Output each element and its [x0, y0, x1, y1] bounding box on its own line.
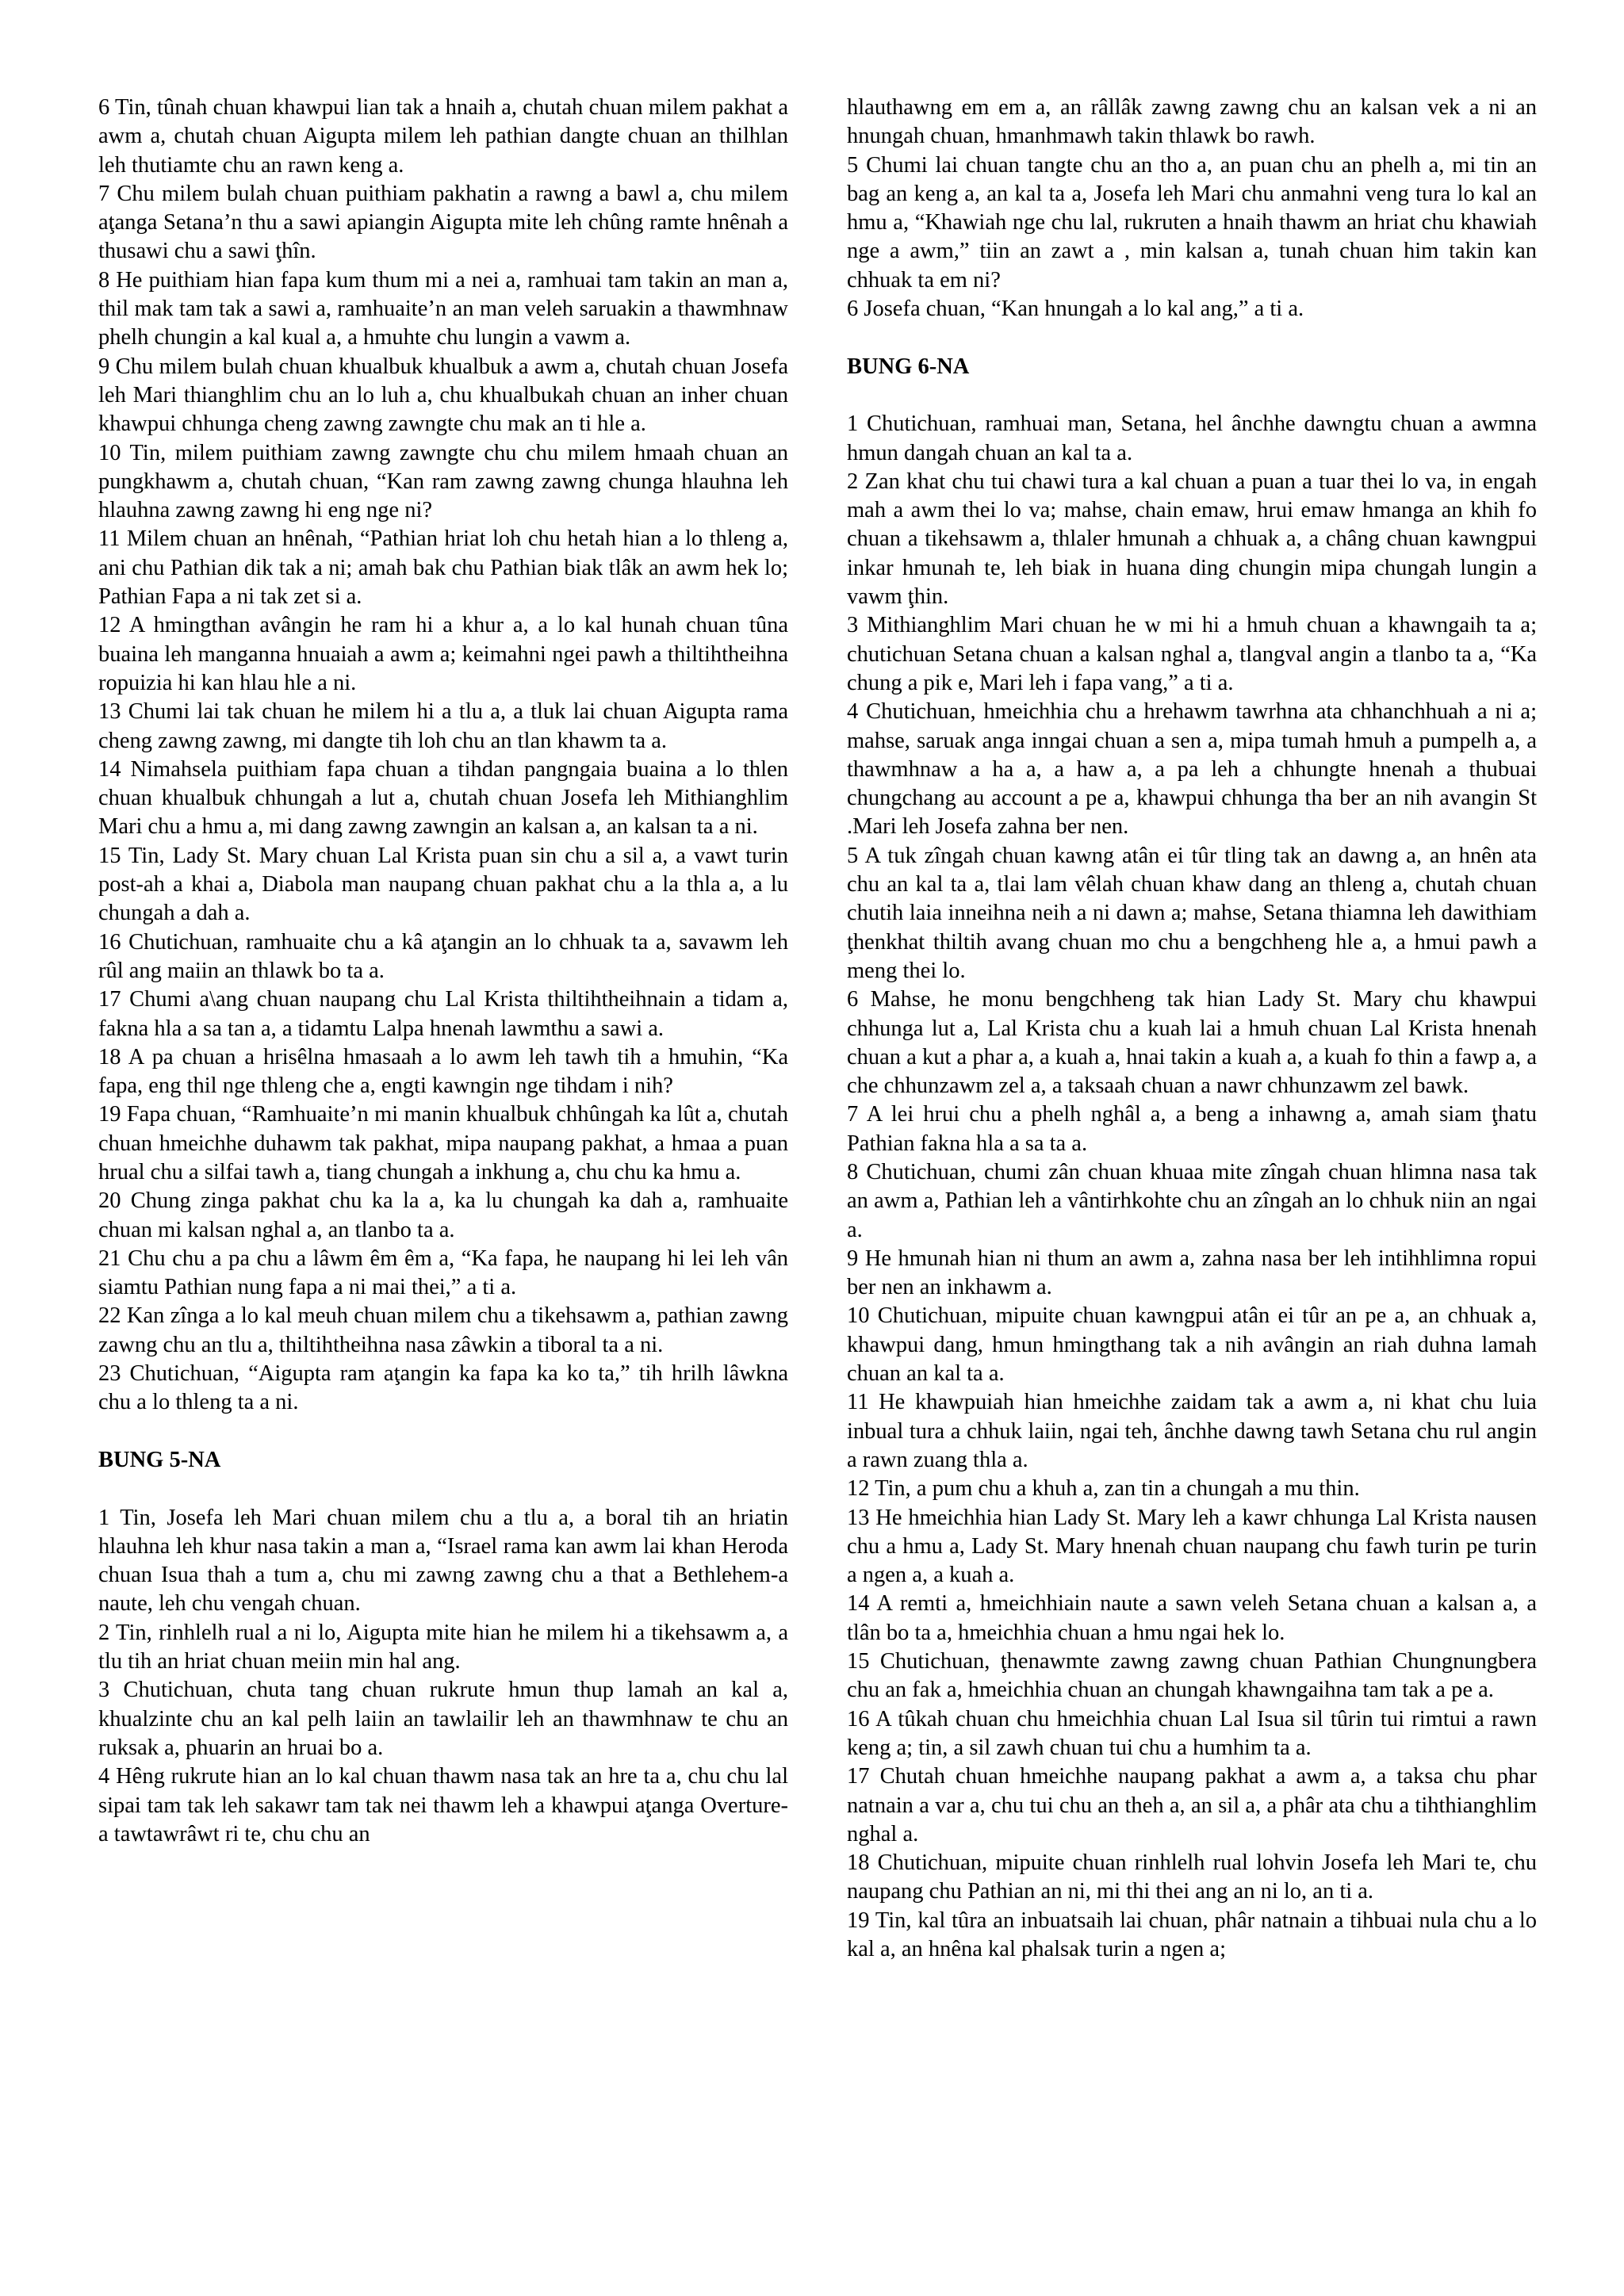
verse-paragraph: 21 Chu chu a pa chu a lâwm êm êm a, “Ka fapa, he naupang hi lei leh vân siamtu Pathian nung fapa a ni mai thei,” a ti a. [98, 1246, 788, 1300]
verse-paragraph: 15 Tin, Lady St. Mary chuan Lal Krista puan sin chu a sil a, a vawt turin post-ah a khai a, Diabola man naupang chuan pakhat chu a la thla a, a lu chungah a dah a. [98, 843, 788, 926]
verse-paragraph: 19 Tin, kal tûra an inbuatsaih lai chuan, phâr natnain a tihbuai nula chu a lo kal a, an hnêna kal phalsak turin a ngen a; [847, 1908, 1537, 1961]
verse-paragraph: 5 Chumi lai chuan tangte chu an tho a, an puan chu an phelh a, mi tin an bag an keng a, an kal ta a, Josefa leh Mari chu anmahni veng tura lo kal an hmu a, “Khawiah nge chu lal, rukruten a hnaih thawm an hriat chu khawiah nge a awm,” tiin an zawt a , min kalsan a, tunah chuan him takin kan chhuak ta em ni? [847, 152, 1537, 293]
chapter-heading-6: BUNG 6-NA [847, 354, 970, 379]
verse-paragraph: 9 Chu milem bulah chuan khualbuk khualbuk a awm a, chutah chuan Josefa leh Mari thianghlim chu an lo luh a, chu khualbukah chuan an inher chuan khawpui chhunga cheng zawng zawngte chu mak an ti hle a. [98, 354, 788, 437]
chapter-5-paragraphs [98, 1504, 788, 1850]
verse-paragraph: 1 Tin, Josefa leh Mari chuan milem chu a tlu a, a boral tih an hriatin hlauhna leh khur nasa takin a man a, “Israel rama kan awm lai khan Heroda chuan Isua thah a tum a, chu mi zawng zawng chu a that a Bethlehem-a naute, leh chu vengah chuan. [98, 1505, 788, 1617]
verse-paragraph: 1 Chutichuan, ramhuai man, Setana, hel ânchhe dawngtu chuan a awmna hmun dangah chuan an kal ta a. [847, 411, 1537, 465]
verse-paragraph: 8 Chutichuan, chumi zân chuan khuaa mite zîngah chuan hlimna nasa tak an awm a, Pathian leh a vântirhkohte chu an zîngah an lo chhuk niin an ngai a. [847, 1159, 1537, 1242]
verse-paragraph: 4 Hêng rukrute hian an lo kal chuan thawm nasa tak an hre ta a, chu chu lal sipai tam tak leh sakawr tam tak nei thawm leh a khawpui aţanga Overture-a tawtawrâwt ri te, chu chu an [98, 1764, 788, 1846]
verse-paragraph: 7 Chu milem bulah chuan puithiam pakhatin a rawng a bawl a, chu milem aţanga Setana’n thu a sawi apiangin Aigupta mite leh chûng ramte hnênah a thusawi chu a sawi ţhîn. [98, 181, 788, 264]
verse-paragraph: 11 Milem chuan an hnênah, “Pathian hriat loh chu hetah hian a lo thleng a, ani chu Pathian dik tak a ni; amah bak chu Pathian biak tlâk an awm hek lo; Pathian Fapa a ni tak zet si a. [98, 526, 788, 610]
verse-paragraph: 11 He khawpuiah hian hmeichhe zaidam tak a awm a, ni khat chu luia inbual tura a chhuk laiin, ngai teh, ânchhe dawng tawh Setana chu rul angin a rawn zuang thla a. [847, 1390, 1537, 1472]
verse-paragraph: 10 Chutichuan, mipuite chuan kawngpui atân ei tûr an pe a, an chhuak a, khawpui dang, hmun hmingthang tak a nih avângin an riah duhna lamah chuan an kal ta a. [847, 1303, 1537, 1387]
verse-paragraph: 13 Chumi lai tak chuan he milem hi a tlu a, a tluk lai chuan Aigupta rama cheng zawng zawng, mi dangte tih loh chu an tlan khawm ta a. [98, 699, 788, 753]
chapter-5-continued-paragraphs [847, 94, 1537, 323]
verse-paragraph: 17 Chumi a\ang chuan naupang chu Lal Krista thiltihtheihnain a tidam a, fakna hla a sa tan a, a tidamtu Lalpa hnenah lawmthu a sawi a. [98, 987, 788, 1041]
verse-paragraph: 16 Chutichuan, ramhuaite chu a kâ aţangin an lo chhuak ta a, savawm leh rûl ang maiin an thlawk bo ta a. [98, 929, 788, 983]
verse-paragraph: 6 Tin, tûnah chuan khawpui lian tak a hnaih a, chutah chuan milem pakhat a awm a, chutah chuan Aigupta milem leh pathian dangte chuan an thilhlan leh thutiamte chu an rawn keng a. [98, 95, 788, 178]
verse-paragraph: 12 Tin, a pum chu a khuh a, zan tin a chungah a mu thin. [847, 1476, 1360, 1502]
verse-paragraph: 13 He hmeichhia hian Lady St. Mary leh a kawr chhunga Lal Krista nausen chu a hmu a, Lady St. Mary hnenah chuan naupang chu fawh turin pe turin a ngen a, a kuah a. [847, 1505, 1537, 1588]
verse-paragraph: 20 Chung zinga pakhat chu ka la a, ka lu chungah ka dah a, ramhuaite chuan mi kalsan nghal a, an tlanbo ta a. [98, 1188, 788, 1242]
verse-paragraph: 2 Zan khat chu tui chawi tura a kal chuan a puan a tuar thei lo va, in engah mah a awm thei lo va; mahse, chain emaw, hrui emaw hmanga an khih fo chuan a tikehsawm a, thlaler hmunah a chhuak a, a châng chuan kawngpui inkar hmunah te, leh biak in huana ding chungin mipa chungah lungin a vawm ţhin. [847, 469, 1537, 610]
spacer [98, 1475, 788, 1503]
spacer [847, 381, 1537, 410]
verse-paragraph: 8 He puithiam hian fapa kum thum mi a nei a, ramhuai tam takin an man a, thil mak tam tak a sawi a, ramhuaite’n an man veleh saruakin a thawmhnaw phelh chungin a kal kual a, a hmuhte chu lungin a vawm a. [98, 267, 788, 350]
spacer [847, 323, 1537, 352]
verse-paragraph: 17 Chutah chuan hmeichhe naupang pakhat a awm a, a taksa chu phar natnain a var a, chu tui chu an theh a, an sil a, a phâr ata chu a tihthianghlim nghal a. [847, 1764, 1537, 1846]
verse-paragraph: 14 A remti a, hmeichhiain naute a sawn veleh Setana chuan a kalsan a, a tlân bo ta a, hmeichhia chuan a hmu ngai hek lo. [847, 1591, 1537, 1645]
verse-paragraph: hlauthawng em em a, an râllâk zawng zawng chu an kalsan vek a ni an hnungah chuan, hmanhmawh takin thlawk bo rawh. [847, 95, 1537, 149]
verse-paragraph: 15 Chutichuan, ţhenawmte zawng zawng chuan Pathian Chungnungbera chu an fak a, hmeichhia chuan an chungah khawngaihna tam tak a pe a. [847, 1649, 1537, 1703]
chapter-heading-5: BUNG 5-NA [98, 1447, 221, 1472]
chapter-6-paragraphs [847, 410, 1537, 1964]
verse-paragraph: 18 Chutichuan, mipuite chuan rinhlelh rual lohvin Josefa leh Mari te, chu naupang chu Pathian an ni, mi thi thei ang an ni lo, an ti a. [847, 1850, 1537, 1904]
verse-paragraph: 23 Chutichuan, “Aigupta ram aţangin ka fapa ka ko ta,” tih hrilh lâwkna chu a lo thleng ta a ni. [98, 1361, 788, 1415]
verse-paragraph: 12 A hmingthan avângin he ram hi a khur a, a lo kal hunah chuan tûna buaina leh manganna hnuaiah a awm a; keimahni ngei pawh a thiltihtheihna ropuizia hi kan hlau hle a ni. [98, 613, 788, 695]
verse-paragraph: 10 Tin, milem puithiam zawng zawngte chu chu milem hmaah chuan an pungkhawm a, chutah chuan, “Kan ram zawng zawng chunga hlauhna leh hlauhna zawng zawng hi eng nge ni? [98, 440, 788, 523]
verse-paragraph: 9 He hmunah hian ni thum an awm a, zahna nasa ber leh intihhlimna ropui ber nen an inkhawm a. [847, 1246, 1537, 1300]
verse-paragraph: 3 Mithianghlim Mari chuan he w mi hi a hmuh chuan a khawngaih ta a; chutichuan Setana chuan a kalsan nghal a, tlangval angin a tlanbo ta a, “Ka chung a pik e, Mari leh i fapa vang,” a ti a. [847, 613, 1537, 695]
verse-paragraph: 6 Josefa chuan, “Kan hnungah a lo kal ang,” a ti a. [847, 297, 1304, 322]
verse-paragraph: 16 A tûkah chuan chu hmeichhia chuan Lal Isua sil tûrin tui rimtui a rawn keng a; tin, a sil zawh chuan tui chu a humhim ta a. [847, 1706, 1537, 1760]
left-column [98, 94, 788, 1849]
spacer [98, 1418, 788, 1446]
verse-paragraph: 14 Nimahsela puithiam fapa chuan a tihdan pangngaia buaina a lo thlen chuan khualbuk chhungah a lut a, chutah chuan Josefa leh Mithianghlim Mari chu a hmu a, mi dang zawng zawngin an kalsan a, an kalsan ta a ni. [98, 756, 788, 840]
verse-paragraph: 22 Kan zînga a lo kal meuh chuan milem chu a tikehsawm a, pathian zawng zawng chu an tlu a, thiltihtheihna nasa zâwkin a tiboral ta a ni. [98, 1303, 788, 1357]
verse-paragraph: 4 Chutichuan, hmeichhia chu a hrehawm tawrhna ata chhanchhuah a ni a; mahse, saruak anga inngai chuan a sen a, mipa tumah hmuh a pumpelh a, a thawmhnaw a ha a, a haw a, a pa leh a chhungte hnenah a thubuai chungchang au account a pe a, khawpui chhunga tha ber an nih avangin St .Mari leh Josefa zahna ber nen. [847, 699, 1537, 840]
verse-paragraph: 19 Fapa chuan, “Ramhuaite’n mi manin khualbuk chhûngah ka lût a, chutah chuan hmeichhe duhawm tak pakhat, mipa naupang pakhat, a hmaa a puan hrual chu a silfai tawh a, tiang chungah a inkhung a, chu chu ka hmu a. [98, 1102, 788, 1184]
verse-paragraph: 6 Mahse, he monu bengchheng tak hian Lady St. Mary chu khawpui chhunga lut a, Lal Krista chu a kuah lai a hmuh chuan Lal Krista hnenah chuan a kut a phar a, a kuah a, hnai takin a kuah a, a kuah fo thin a fawp a, a che chhunzawm zel a, a taksaah chuan a nawr chhunzawm zel bawk. [847, 987, 1537, 1099]
verse-paragraph: 3 Chutichuan, chuta tang chuan rukrute hmun thup lamah an kal a, khualzinte chu an kal pelh laiin an tawlailir leh an thawmhnaw te chu an ruksak a, phuarin an hruai bo a. [98, 1678, 788, 1760]
chapter-4-paragraphs [98, 94, 788, 1418]
verse-paragraph: 7 A lei hrui chu a phelh nghâl a, a beng a inhawng a, amah siam ţhatu Pathian fakna hla a sa ta a. [847, 1102, 1537, 1156]
verse-paragraph: 18 A pa chuan a hrisêlna hmasaah a lo awm leh tawh tih a hmuhin, “Ka fapa, eng thil nge thleng che a, engti kawngin nge tihdam i nih? [98, 1044, 788, 1099]
verse-paragraph: 5 A tuk zîngah chuan kawng atân ei tûr tling tak an dawng a, an hnên ata chu an kal ta a, tlai lam vêlah chuan khaw dang an thleng a, chutah chuan chutih laia inneihna neih a ni dawn a; mahse, Setana thiamna leh dawithiam ţhenkhat thiltih avang chuan mo chu a bengchheng hle a, a hmui pawh a meng thei lo. [847, 843, 1537, 983]
verse-paragraph: 2 Tin, rinhlelh rual a ni lo, Aigupta mite hian he milem hi a tikehsawm a, a tlu tih an hriat chuan meiin min hal ang. [98, 1620, 788, 1674]
right-column [847, 94, 1537, 1964]
